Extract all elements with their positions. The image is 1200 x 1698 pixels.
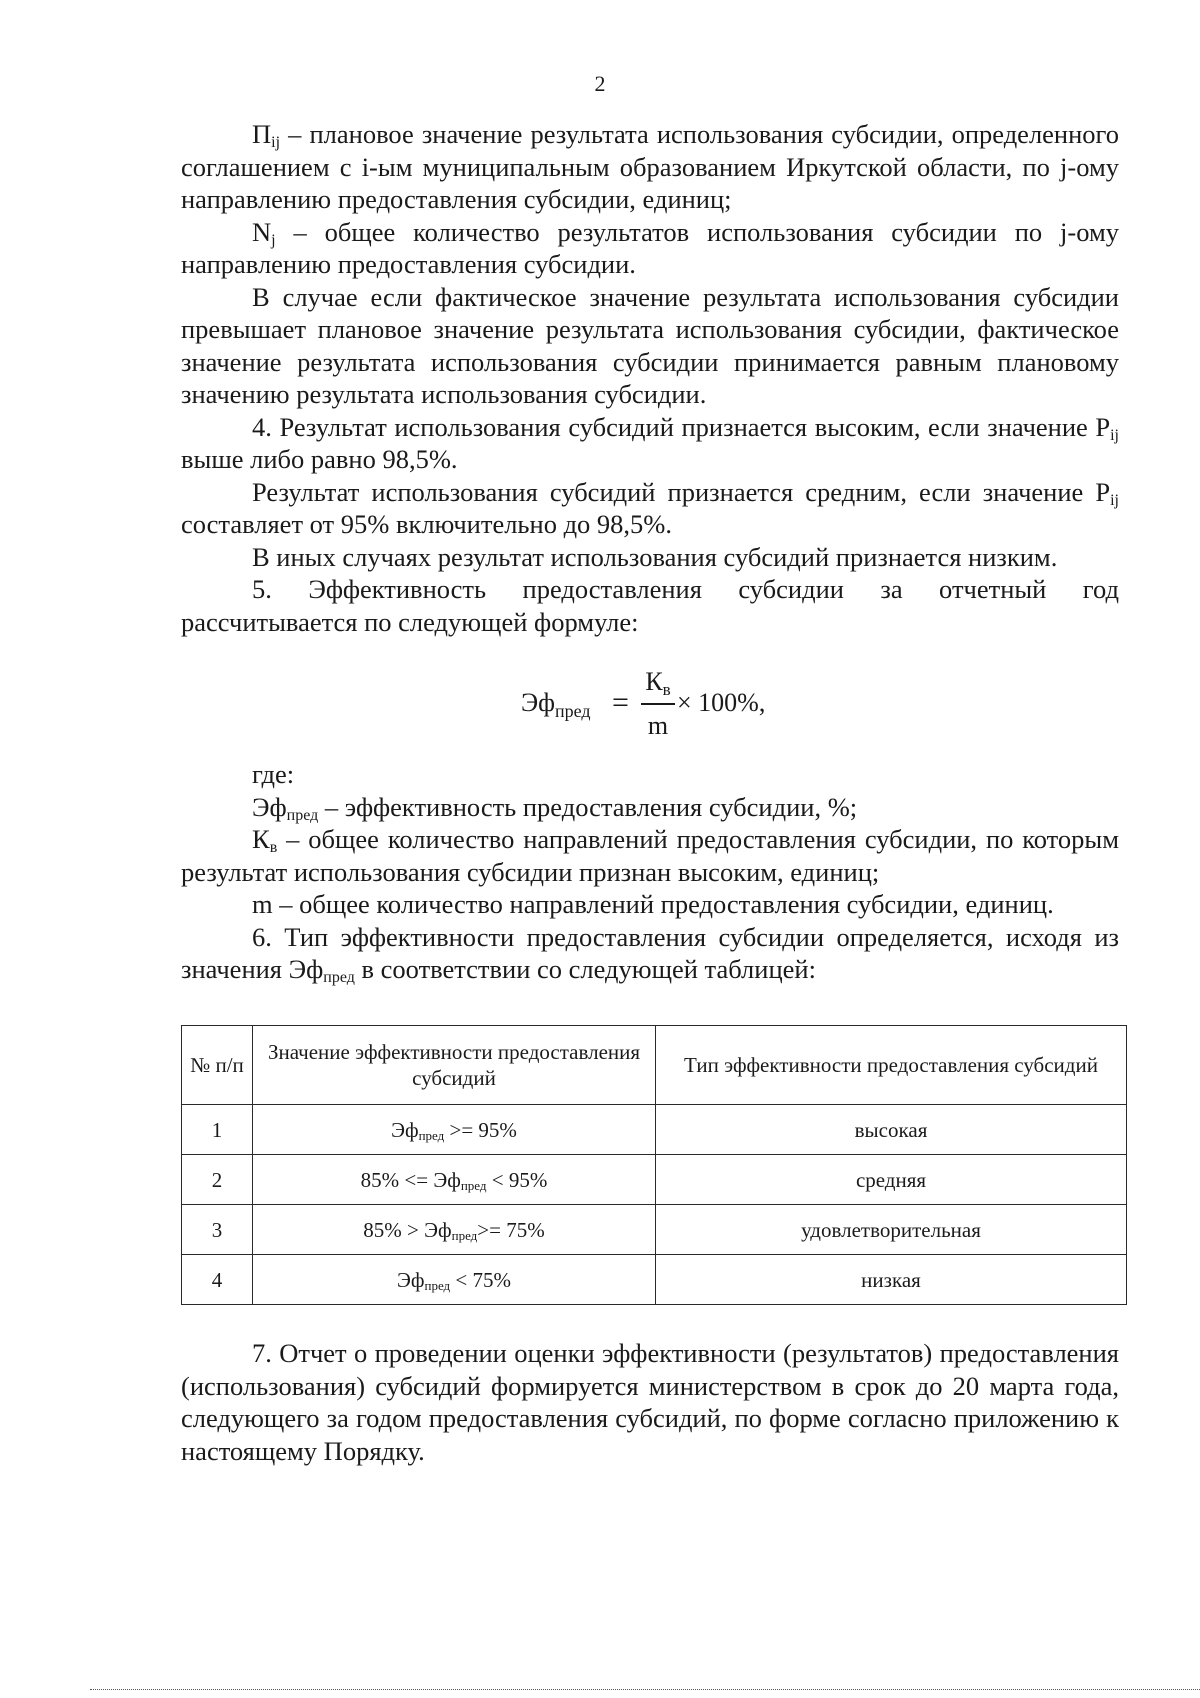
- row-value: $85\% <= Эф_{пред} < 95\%$: [253, 1155, 656, 1205]
- row-value: $Эф_{пред} >= 95\%$: [253, 1105, 656, 1155]
- paragraph-def-ef: $Эф_{пред}$ – эффективность предоставления субсидии, %;: [252, 791, 858, 824]
- formula-multiplier: × 100%,: [677, 688, 766, 717]
- row-number: 1: [182, 1105, 253, 1155]
- paragraph-low: В иных случаях результат использования субсидий признается низким.: [252, 541, 1058, 572]
- efficiency-type-table: [181, 1025, 1127, 1305]
- table-row: [182, 1155, 1127, 1205]
- row-number: 4: [182, 1255, 253, 1305]
- table-row: [182, 1105, 1127, 1155]
- row-type: удовлетворительная: [656, 1205, 1127, 1255]
- paragraph-item-5: 5. Эффективность предоставления субсидии за отчетный год рассчитывается по следующей формуле:: [181, 574, 1119, 637]
- row-value: $85\% > Эф_{пред}>= 75\%$: [253, 1205, 656, 1255]
- row-value: $Эф_{пред} < 75\%$: [253, 1255, 656, 1305]
- row-type: низкая: [656, 1255, 1127, 1305]
- bottom-scan-edge: [90, 1689, 1200, 1690]
- page-number: 2: [594, 71, 606, 96]
- paragraph-item-7: 7. Отчет о проведении оценки эффективности (результатов) предоставления (использования) субсидий формируется министерством в срок до 20 марта года, следующего за годом предоставления субсидий, по форме согласно приложению к настоящему Порядку.: [181, 1338, 1119, 1466]
- formula-lhs: $Эф_{пред}$: [521, 688, 591, 721]
- body-text-bottom: [181, 1337, 1119, 1467]
- row-type: средняя: [656, 1155, 1127, 1205]
- paragraph-plan-value: $П_{ij}$ – плановое значение результата использования субсидии, определенного соглашением с i-ым муниципальным образованием Иркутской области, по j-ому направлению предоставления субсидии, единиц;: [181, 119, 1119, 214]
- fraction-bar: [641, 703, 675, 705]
- formula-numerator: $К_в$: [645, 667, 671, 699]
- header-value: Значение эффективности предоставления субсидий: [253, 1026, 656, 1105]
- body-text-top: [181, 118, 1119, 638]
- table-row: [182, 1205, 1127, 1255]
- paragraph-total-results: $N_j$ – общее количество результатов использования субсидии по j-ому направлению предоставления субсидии.: [181, 216, 1119, 279]
- paragraph-where: где:: [252, 759, 295, 789]
- body-text-middle: [181, 758, 1119, 986]
- header-number: № п/п: [182, 1026, 253, 1105]
- row-number: 2: [182, 1155, 253, 1205]
- paragraph-item-6: 6. Тип эффективности предоставления субсидии определяется, исходя из значения $Эф_{пред}$ в соответствии со следующей таблицей:: [181, 921, 1119, 986]
- header-type: Тип эффективности предоставления субсидий: [656, 1026, 1127, 1105]
- row-number: 3: [182, 1205, 253, 1255]
- paragraph-def-m: m – общее количество направлений предоставления субсидии, единиц.: [252, 889, 1054, 919]
- formula-denominator: m: [647, 711, 669, 740]
- formula-equals: =: [612, 686, 629, 719]
- paragraph-actual-exceeds: В случае если фактическое значение результата использования субсидии превышает плановое значение результата использования субсидии, фактическое значение результата использования субсидии принимается равным плановому значению результата использования субсидии.: [181, 281, 1119, 409]
- table-header-row: [182, 1026, 1127, 1105]
- formula-fraction: [641, 665, 675, 743]
- paragraph-item-4: 4. Результат использования субсидий признается высоким, если значение $P_{ij}$ выше либо равно 98,5%.: [181, 411, 1119, 474]
- efficiency-formula: [0, 665, 1200, 745]
- paragraph-def-kv: $К_в$ – общее количество направлений предоставления субсидии, по которым результат использования субсидии признан высоким, единиц;: [181, 824, 1119, 887]
- row-type: высокая: [656, 1105, 1127, 1155]
- paragraph-medium: Результат использования субсидий признается средним, если значение $P_{ij}$ составляет от 95% включительно до 98,5%.: [181, 476, 1119, 539]
- table-row: [182, 1255, 1127, 1305]
